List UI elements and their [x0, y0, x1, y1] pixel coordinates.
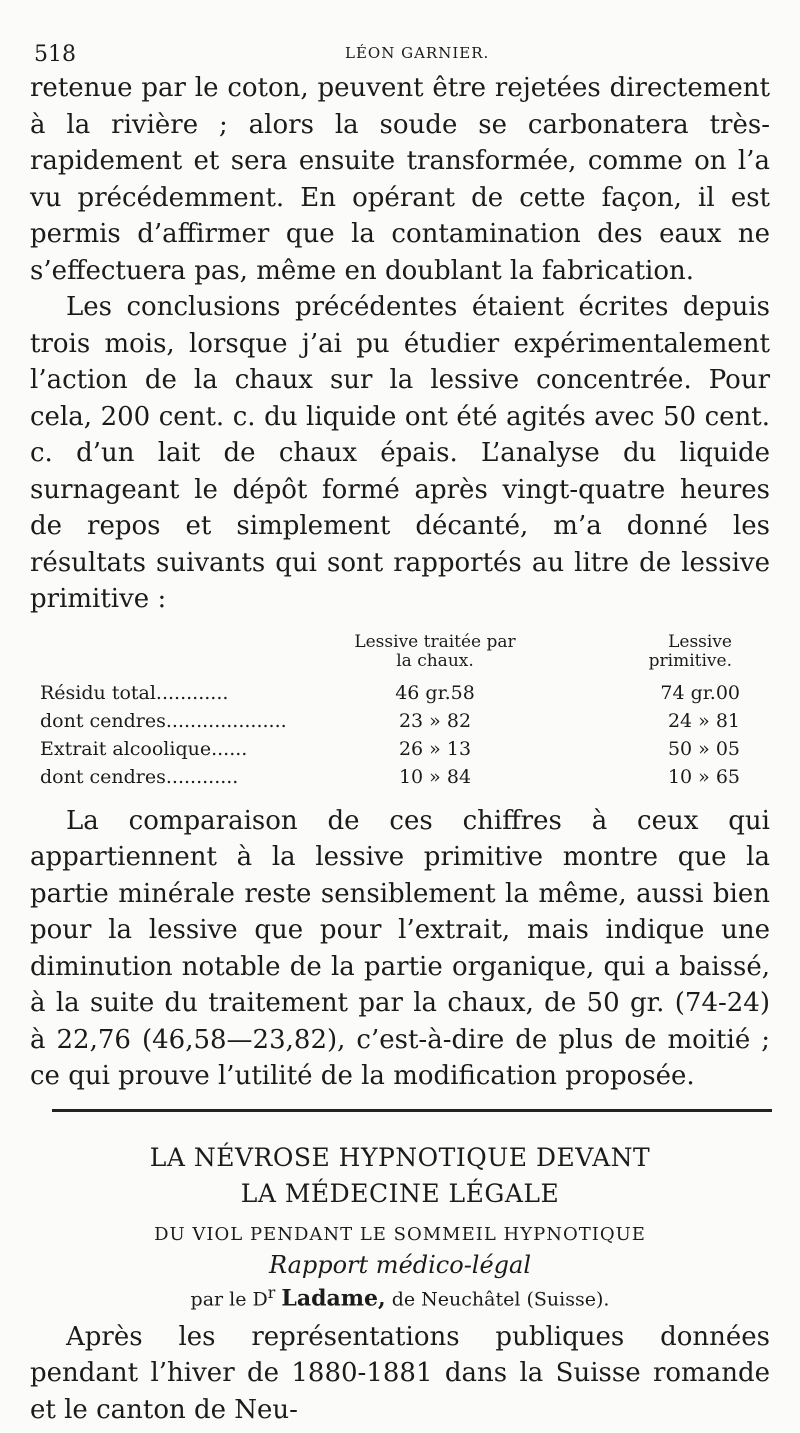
row-treated: 46 gr.58	[395, 681, 475, 704]
table-row	[40, 763, 740, 791]
article-lead-paragraph: Après les représentations publiques données pendant l’hiver de 1880-1881 dans la Suisse romande et le canton de Neu-	[30, 1321, 770, 1425]
byline-prefix: par le D	[190, 1287, 268, 1310]
table-header-treated-line1: Lessive traitée par	[354, 631, 516, 652]
spacer	[30, 1112, 770, 1140]
row-label: Résidu total............	[40, 681, 229, 704]
table-header-row	[40, 632, 740, 679]
report-type: Rapport médico-légal	[268, 1250, 532, 1279]
spacer	[30, 1311, 770, 1319]
row-primitive: 24 » 81	[667, 709, 740, 732]
table-row	[40, 735, 740, 763]
row-label: dont cendres............	[40, 765, 239, 788]
table-header-treated	[340, 632, 530, 679]
spacer	[30, 791, 770, 803]
running-title: LÉON GARNIER.	[345, 44, 490, 62]
article-title-line1: LA NÉVROSE HYPNOTIQUE DEVANT	[149, 1142, 651, 1172]
table-row	[40, 707, 740, 735]
author-name: Ladame,	[281, 1284, 386, 1311]
table-row	[40, 679, 740, 707]
page-number: 518	[34, 42, 76, 67]
row-label: Extrait alcoolique......	[40, 737, 248, 760]
table-header-label	[40, 632, 340, 679]
row-primitive: 10 » 65	[667, 765, 740, 788]
row-primitive: 50 » 05	[667, 737, 740, 760]
byline	[30, 1283, 770, 1311]
byline-sup: r	[267, 1282, 276, 1302]
article-subtitle: DU VIOL PENDANT LE SOMMEIL HYPNOTIQUE	[154, 1223, 646, 1245]
row-treated: 10 » 84	[398, 765, 472, 788]
row-label: dont cendres....................	[40, 709, 287, 732]
paragraph-continuation: retenue par le coton, peuvent être rejetées directement à la rivière ; alors la soude se carbonatera très-rapidement et sera ensuite transformée, comme on l’a vu précédemment. En opérant de cette façon, il est permis d’affirmer que la contamination des eaux ne s’effectuera pas, même en doublant la fabrication.	[30, 73, 770, 286]
page	[30, 30, 770, 1428]
table-header-treated-line2: la chaux.	[396, 650, 474, 671]
table-header-primitive-line1: Lessive	[668, 631, 732, 652]
table-header-primitive-line2: primitive.	[648, 650, 732, 671]
running-head	[30, 30, 770, 70]
row-treated: 23 » 82	[398, 709, 472, 732]
table-header-primitive	[530, 632, 740, 679]
results-table	[40, 632, 740, 791]
paragraph-comparison: La comparaison de ces chiffres à ceux qui appartiennent à la lessive primitive montre que la partie minérale reste sensiblement la même, aussi bien pour la lessive que pour l’extrait, mais indique une diminution notable de la partie organique, qui a baissé, à la suite du traitement par la chaux, de 50 gr. (74-24) à 22,76 (46,58—23,82), c’est-à-dire de plus de moitié ; ce qui prouve l’utilité de la modification proposée.	[30, 805, 770, 1091]
byline-suffix: de Neuchâtel (Suisse).	[391, 1287, 610, 1310]
row-primitive: 74 gr.00	[660, 681, 740, 704]
article-title-line2: LA MÉDECINE LÉGALE	[240, 1178, 560, 1208]
paragraph-conclusions: Les conclusions précédentes étaient écrites depuis trois mois, lorsque j’ai pu étudier expérimentalement l’action de la chaux sur la lessive concentrée. Pour cela, 200 cent. c. du liquide ont été agités avec 50 cent. c. d’un lait de chaux épais. L’analyse du liquide surnageant le dépôt formé après vingt-quatre heures de repos et simplement décanté, m’a donné les résultats suivants qui sont rapportés au litre de lessive primitive :	[30, 292, 770, 614]
row-treated: 26 » 13	[398, 737, 472, 760]
